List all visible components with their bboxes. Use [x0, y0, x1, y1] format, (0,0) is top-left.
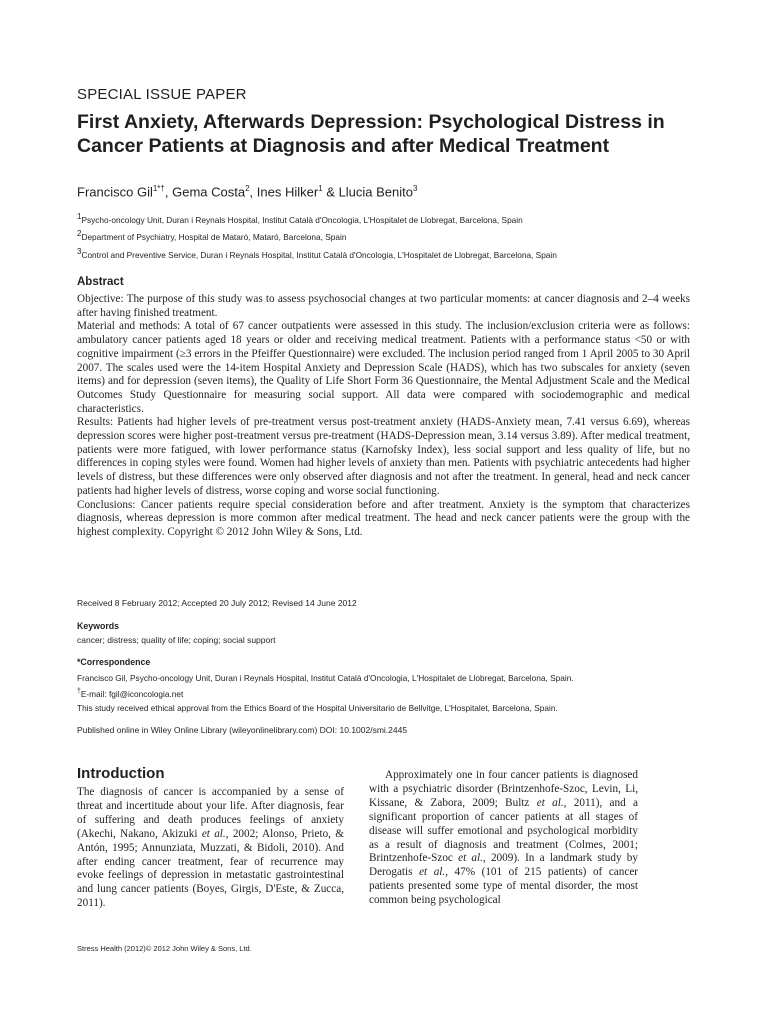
page-footer: Stress Health (2012)© 2012 John Wiley & Sons, Ltd.	[77, 944, 252, 953]
abstract-methods: Material and methods: A total of 67 cancer outpatients were assessed in this study. The inclusion/exclusion criteria were as follows: ambulatory cancer patients aged 18 years or older and receiving medical treatment. Patients with a performance status <50 or with cognitive impairment (≥3 errors in the Pfeiffer Questionnaire) were excluded. The inclusion period ranged from 1 April 2005 to 30 April 2007. The scales used were the 14-item Hospital Anxiety and Depression Scale (HADS), which has two subscales for anxiety (seven items) and for depression (seven items), the Quality of Life Short Form 36 Questionnaire, the Mental Adjustment Scale and the Medical Outcomes Study Questionnaire for measuring social support. All data were compared with sociodemographic and medical characteristics.	[77, 320, 690, 415]
correspondence-body	[77, 671, 697, 715]
affiliation-text: Control and Preventive Service, Duran i Reynals Hospital, Institut Català d'Oncologia, L'Hospitalet de Llobregat, Barcelona, Spain	[81, 249, 557, 260]
citation-italic: et al.	[536, 796, 564, 809]
abstract-results: Results: Patients had higher levels of pre-treatment versus post-treatment anxiety (HADS-Anxiety mean, 7.41 versus 6.69), whereas depression scores were higher post-treatment versus pre-treatment (HADS-Depression mean, 3.14 versus 3.89). After medical treatment, patients were more fatigued, with lower performance status (Karnofsky Index), less social support and less quality of life, but no differences in coping styles were found. Women had higher levels of anxiety than men. Patients with psychiatric antecedents had higher levels of distress, but these differences were only observed after diagnosis and not after the treatment. In general, head and neck cancer patients had higher levels of distress, worse coping and worse social functioning.	[77, 416, 690, 497]
introduction-column-left	[77, 786, 344, 911]
author-affiliation-mark: 1	[318, 184, 323, 193]
keywords-heading: Keywords	[77, 621, 120, 631]
author-name: Francisco Gil	[77, 184, 153, 200]
correspondence-email: E-mail: fgil@iconcologia.net	[80, 688, 184, 699]
text-segment: The diagnosis of cancer is accompanied by a sense of threat and incertitude about your life. After diagnosis, fear of suffering and death produces feelings of anxiety (Akechi, Nakano, Akizuki	[77, 786, 344, 840]
abstract-objective: Objective: The purpose of this study was to assess psychosocial changes at two particular moments: at cancer diagnosis and 2–4 weeks after having finished treatment.	[77, 293, 690, 319]
affiliation-item	[77, 227, 697, 244]
author-affiliation-mark: 3	[413, 184, 418, 193]
affiliation-item	[77, 210, 697, 227]
ethics-statement: This study received ethical approval from the Ethics Board of the Hospital Universitario de Bellvitge, L'Hospitalet, Barcelona, Spain.	[77, 702, 558, 713]
email-mark: †	[77, 688, 81, 695]
author-separator: &	[322, 184, 339, 200]
section-label: SPECIAL ISSUE PAPER	[77, 86, 247, 103]
introduction-column-right	[369, 769, 638, 908]
publication-info: Published online in Wiley Online Library (wileyonlinelibrary.com) DOI: 10.1002/smi.2445	[77, 725, 408, 735]
citation-italic: et al.	[458, 852, 483, 865]
text-segment: Approximately one in four cancer patients is diagnosed with a psychiatric disorder (Brintzenhofe-Szoc, Levin, Li, Kissane, & Zabora, 2009; Bultz	[369, 769, 638, 809]
author-affiliation-mark: 1*†	[152, 184, 165, 193]
abstract-heading: Abstract	[77, 276, 124, 288]
affiliation-number: 2	[77, 229, 82, 239]
affiliations	[77, 210, 697, 262]
author-list	[77, 184, 417, 199]
abstract-body	[77, 293, 690, 540]
affiliation-item	[77, 245, 697, 262]
text-segment: , 2009). In a landmark study by Derogatis	[369, 852, 638, 879]
affiliation-number: 1	[77, 212, 82, 221]
author-affiliation-mark: 2	[245, 184, 250, 193]
correspondence-heading: *Correspondence	[77, 657, 151, 667]
author-name: Llucia Benito	[338, 184, 414, 200]
submission-dates: Received 8 February 2012; Accepted 20 July 2012; Revised 14 June 2012	[77, 598, 357, 608]
correspondence-email-line	[77, 685, 697, 701]
text-segment: , 2011), and a significant proportion of cancer patients at all stages of disease will suffer emotional and psychological morbidity as a result of diagnosis and treatment (Colmes, 2001; Brintzenhofe-Szoc	[369, 796, 639, 865]
correspondence-address: Francisco Gil, Psycho-oncology Unit, Duran i Reynals Hospital, Institut Català d'Oncologia, L'Hospitalet de Llobregat, Barcelona, Spain.	[77, 673, 574, 683]
affiliation-text: Psycho-oncology Unit, Duran i Reynals Hospital, Institut Català d'Oncologia, L'Hospitalet de Llobregat, Barcelona, Spain	[81, 214, 523, 225]
author-separator: ,	[164, 184, 173, 200]
affiliation-number: 3	[77, 246, 82, 256]
keywords-text: cancer; distress; quality of life; coping; social support	[77, 635, 276, 645]
citation-italic: et al.	[419, 866, 446, 879]
author-name: Ines Hilker	[256, 184, 319, 200]
citation-italic: et al.	[201, 827, 226, 840]
introduction-heading: Introduction	[77, 765, 165, 782]
text-segment: , 2002; Alonso, Prieto, & Antón, 1995; Annunziata, Muzzati, & Bidoli, 2010). And after ending cancer treatment, fear of recurrence may evoke feelings of depression in metastatic gastrointestinal and lung cancer patients (Boyes, Girgis, D'Este, & Zucca, 2011).	[77, 827, 345, 910]
text-segment: , 47% (101 of 215 patients) of cancer patients presented some type of mental disorder, the most common being psychological	[369, 866, 639, 907]
author-name: Gema Costa	[172, 184, 246, 200]
author-separator: ,	[249, 184, 257, 200]
abstract-conclusions: Conclusions: Cancer patients require special consideration before and after treatment. Anxiety is the symptom that characterizes diagnosis, whereas depression is more common after medical treatment. The head and neck cancer patients were the group with the highest complexity. Copyright © 2012 John Wiley & Sons, Ltd.	[77, 498, 690, 538]
paper-title: First Anxiety, Afterwards Depression: Psychological Distress in Cancer Patients at Diagnosis and after Medical Treatment	[77, 111, 665, 157]
affiliation-text: Department of Psychiatry, Hospital de Mataró, Mataró, Barcelona, Spain	[81, 232, 347, 243]
